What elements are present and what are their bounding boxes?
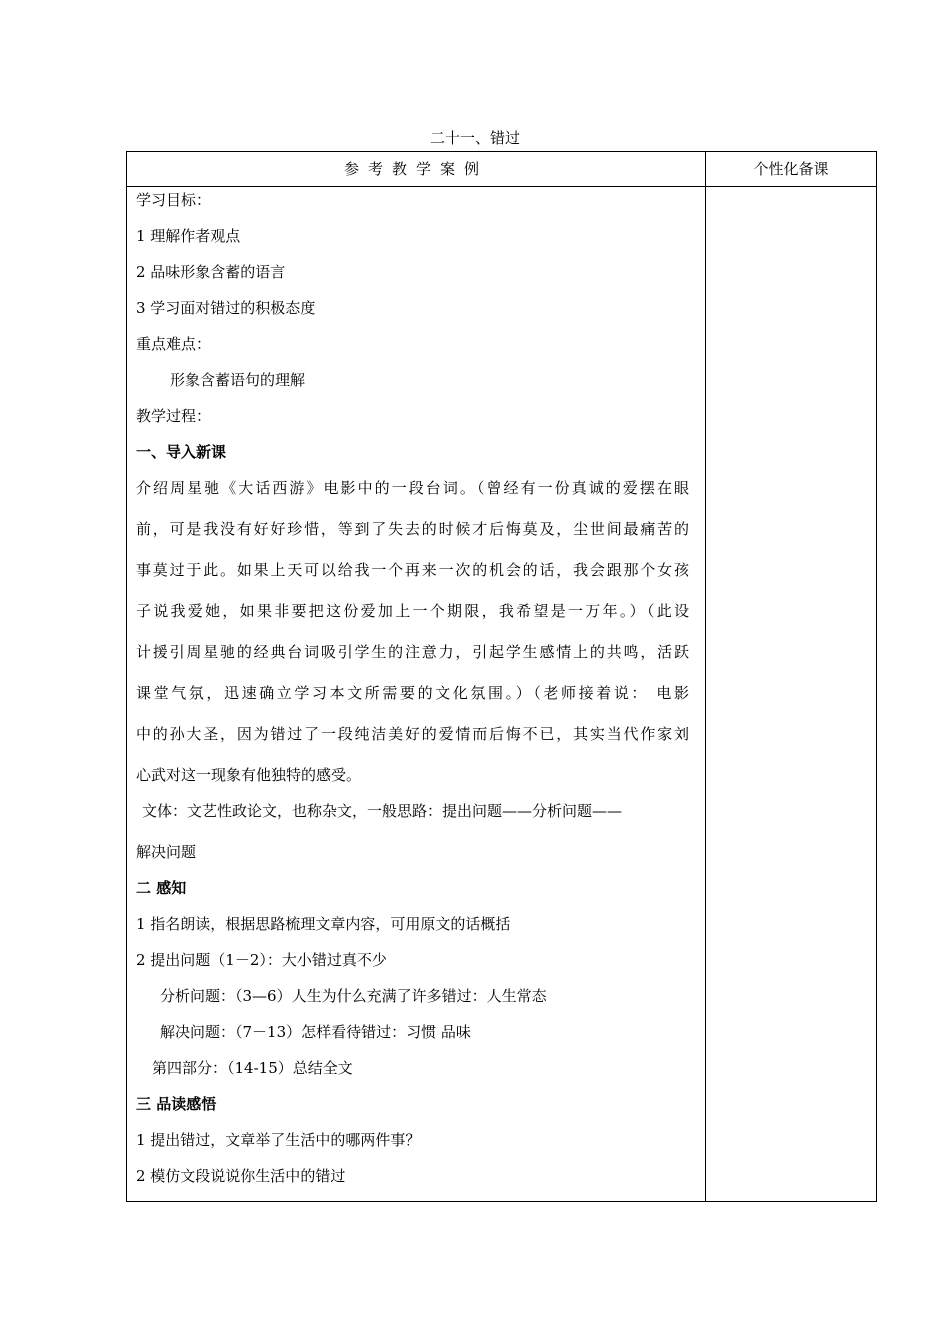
intro-line: 事莫过于此。如果上天可以给我一个再来一次的机会的话，我会跟那个女孩 xyxy=(136,561,689,579)
goal-3: 3 学习面对错过的积极态度 xyxy=(136,299,316,317)
perceive-item-1: 1 指名朗读，根据思路梳理文章内容，可用原文的话概括 xyxy=(136,915,511,933)
goal-1: 1 理解作者观点 xyxy=(136,227,241,245)
intro-line: 中的孙大圣，因为错过了一段纯洁美好的爱情而后悔不已，其实当代作家刘 xyxy=(136,725,689,743)
section-3-heading: 三 品读感悟 xyxy=(136,1095,217,1113)
intro-line: 前，可是我没有好好珍惜，等到了失去的时候才后悔莫及，尘世间最痛苦的 xyxy=(136,520,689,538)
analyze-problem: 分析问题：（3—6）人生为什么充满了许多错过：人生常态 xyxy=(160,987,547,1005)
intro-line: 介绍周星驰《大话西游》电影中的一段台词。（曾经有一份真诚的爱摆在眼 xyxy=(136,479,689,497)
key-points-heading: 重点难点： xyxy=(136,335,212,353)
solve-problem: 解决问题：（7－13）怎样看待错过：习惯 品味 xyxy=(160,1023,471,1041)
header-row-divider xyxy=(127,186,876,187)
goals-heading: 学习目标： xyxy=(136,191,212,209)
genre-line-2: 解决问题 xyxy=(136,843,197,861)
process-heading: 教学过程： xyxy=(136,407,212,425)
section-1-heading: 一、导入新课 xyxy=(136,443,227,461)
part-four: 第四部分：（14-15）总结全文 xyxy=(152,1059,353,1077)
header-reference-teaching-case: 参考教学案例 xyxy=(343,160,488,178)
perceive-item-2: 2 提出问题（1－2）：大小错过真不少 xyxy=(136,951,387,969)
column-divider xyxy=(705,152,706,1201)
intro-line: 心武对这一现象有他独特的感受。 xyxy=(136,766,362,784)
genre-line-1: 文体：文艺性政论文，也称杂文，一般思路：提出问题——分析问题—— xyxy=(142,802,623,820)
read-item-2: 2 模仿文段说说你生活中的错过 xyxy=(136,1167,346,1185)
lesson-table xyxy=(126,151,877,1202)
key-points-text: 形象含蓄语句的理解 xyxy=(170,371,306,389)
goal-2: 2 品味形象含蓄的语言 xyxy=(136,263,286,281)
read-item-1: 1 提出错过，文章举了生活中的哪两件事？ xyxy=(136,1131,421,1149)
header-personalized-prep: 个性化备课 xyxy=(753,160,829,178)
intro-line: 子说我爱她，如果非要把这份爱加上一个期限，我希望是一万年。）（此设 xyxy=(136,602,689,620)
section-2-heading: 二 感知 xyxy=(136,879,187,897)
document-title: 二十一、错过 xyxy=(429,129,520,147)
intro-line: 课堂气氛，迅速确立学习本文所需要的文化氛围。）（老师接着说： 电影 xyxy=(136,684,689,702)
intro-line: 计援引周星驰的经典台词吸引学生的注意力，引起学生感情上的共鸣，活跃 xyxy=(136,643,689,661)
